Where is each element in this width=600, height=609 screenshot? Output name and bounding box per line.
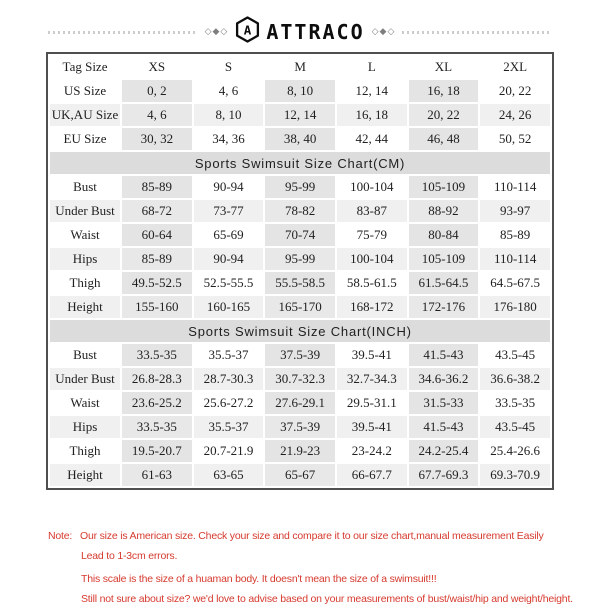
- size-value-cell: 64.5-67.5: [480, 272, 550, 294]
- row-label: Hips: [50, 248, 120, 270]
- size-value-cell: 34, 36: [194, 128, 264, 150]
- table-row: [50, 200, 550, 222]
- size-value-cell: 176-180: [480, 296, 550, 318]
- column-header: 2XL: [480, 56, 550, 78]
- size-value-cell: 90-94: [194, 248, 264, 270]
- size-value-cell: 8, 10: [265, 80, 335, 102]
- size-value-cell: 105-109: [409, 176, 479, 198]
- row-label: Height: [50, 464, 120, 486]
- size-value-cell: 90-94: [194, 176, 264, 198]
- section-header-row: [50, 152, 550, 174]
- row-label: Under Bust: [50, 200, 120, 222]
- column-header: L: [337, 56, 407, 78]
- row-label: Thigh: [50, 272, 120, 294]
- row-label: Waist: [50, 392, 120, 414]
- size-value-cell: 85-89: [122, 248, 192, 270]
- size-value-cell: 42, 44: [337, 128, 407, 150]
- size-value-cell: 55.5-58.5: [265, 272, 335, 294]
- table-row: [50, 344, 550, 366]
- size-value-cell: 52.5-55.5: [194, 272, 264, 294]
- note-line: [48, 526, 588, 546]
- table-row: [50, 416, 550, 438]
- table-row: [50, 368, 550, 390]
- size-value-cell: 20, 22: [480, 80, 550, 102]
- table-row: [50, 80, 550, 102]
- size-value-cell: 32.7-34.3: [337, 368, 407, 390]
- size-value-cell: 61.5-64.5: [409, 272, 479, 294]
- size-value-cell: 95-99: [265, 248, 335, 270]
- size-value-cell: 172-176: [409, 296, 479, 318]
- size-value-cell: 27.6-29.1: [265, 392, 335, 414]
- size-value-cell: 24.2-25.4: [409, 440, 479, 462]
- size-value-cell: 80-84: [409, 224, 479, 246]
- row-label: Waist: [50, 224, 120, 246]
- size-value-cell: 93-97: [480, 200, 550, 222]
- size-value-cell: 110-114: [480, 248, 550, 270]
- size-value-cell: 20, 22: [409, 104, 479, 126]
- brand-band: [0, 16, 600, 48]
- size-value-cell: 23.6-25.2: [122, 392, 192, 414]
- size-value-cell: 95-99: [265, 176, 335, 198]
- note-label: Note:: [48, 530, 73, 542]
- column-header: XL: [409, 56, 479, 78]
- size-value-cell: 65-67: [265, 464, 335, 486]
- size-value-cell: 4, 6: [194, 80, 264, 102]
- size-value-cell: 30, 32: [122, 128, 192, 150]
- row-label: UK,AU Size: [50, 104, 120, 126]
- size-value-cell: 31.5-33: [409, 392, 479, 414]
- size-value-cell: 30.7-32.3: [265, 368, 335, 390]
- size-value-cell: 33.5-35: [480, 392, 550, 414]
- size-chart-table: [46, 52, 554, 490]
- size-value-cell: 83-87: [337, 200, 407, 222]
- size-value-cell: 25.6-27.2: [194, 392, 264, 414]
- size-value-cell: 68-72: [122, 200, 192, 222]
- table-row: [50, 272, 550, 294]
- size-value-cell: 100-104: [337, 248, 407, 270]
- row-label: Hips: [50, 416, 120, 438]
- size-value-cell: 165-170: [265, 296, 335, 318]
- column-header: S: [194, 56, 264, 78]
- table-row: [50, 440, 550, 462]
- size-value-cell: 25.4-26.6: [480, 440, 550, 462]
- size-value-cell: 160-165: [194, 296, 264, 318]
- size-value-cell: 110-114: [480, 176, 550, 198]
- section-header-row: [50, 320, 550, 342]
- table-row: [50, 176, 550, 198]
- row-label: Thigh: [50, 440, 120, 462]
- size-value-cell: 24, 26: [480, 104, 550, 126]
- size-value-cell: 33.5-35: [122, 344, 192, 366]
- size-value-cell: 63-65: [194, 464, 264, 486]
- size-value-cell: 61-63: [122, 464, 192, 486]
- table-row: [50, 296, 550, 318]
- size-value-cell: 85-89: [480, 224, 550, 246]
- table-row: [50, 464, 550, 486]
- size-value-cell: 19.5-20.7: [122, 440, 192, 462]
- table-row: [50, 224, 550, 246]
- note-line: Still not sure about size? we'd love to advise based on your measurements of bust/waist/hip and weight/height.: [81, 593, 573, 605]
- svg-text:A: A: [244, 22, 252, 38]
- size-value-cell: 12, 14: [337, 80, 407, 102]
- size-value-cell: 49.5-52.5: [122, 272, 192, 294]
- size-value-cell: 75-79: [337, 224, 407, 246]
- section-title: Sports Swimsuit Size Chart(INCH): [50, 320, 550, 342]
- table-row: [50, 392, 550, 414]
- size-value-cell: 67.7-69.3: [409, 464, 479, 486]
- size-value-cell: 20.7-21.9: [194, 440, 264, 462]
- note-line: Lead to 1-3cm errors.: [81, 550, 178, 562]
- size-value-cell: 16, 18: [409, 80, 479, 102]
- size-value-cell: 41.5-43: [409, 416, 479, 438]
- ornament-line-left: [48, 31, 198, 34]
- diamond-ornament-left: ◇◆◇: [204, 26, 229, 37]
- table-row: [50, 104, 550, 126]
- size-value-cell: 4, 6: [122, 104, 192, 126]
- table-header-row: [50, 56, 550, 78]
- size-value-cell: 35.5-37: [194, 344, 264, 366]
- size-value-cell: 105-109: [409, 248, 479, 270]
- section-title: Sports Swimsuit Size Chart(CM): [50, 152, 550, 174]
- size-value-cell: 41.5-43: [409, 344, 479, 366]
- size-value-cell: 8, 10: [194, 104, 264, 126]
- note: [48, 526, 588, 609]
- brand-logo: [235, 16, 364, 48]
- size-chart-body: [50, 56, 550, 486]
- note-line: This scale is the size of a huaman body. It doesn't mean the size of a swimsuit!!!: [81, 573, 437, 585]
- size-value-cell: 69.3-70.9: [480, 464, 550, 486]
- row-label: US Size: [50, 80, 120, 102]
- size-value-cell: 85-89: [122, 176, 192, 198]
- column-header: XS: [122, 56, 192, 78]
- size-value-cell: 66-67.7: [337, 464, 407, 486]
- size-value-cell: 43.5-45: [480, 416, 550, 438]
- size-value-cell: 26.8-28.3: [122, 368, 192, 390]
- size-value-cell: 65-69: [194, 224, 264, 246]
- size-value-cell: 16, 18: [337, 104, 407, 126]
- size-value-cell: 60-64: [122, 224, 192, 246]
- size-value-cell: 34.6-36.2: [409, 368, 479, 390]
- size-value-cell: 37.5-39: [265, 416, 335, 438]
- table-row: [50, 248, 550, 270]
- size-value-cell: 33.5-35: [122, 416, 192, 438]
- hexagon-logo-icon: [235, 16, 260, 48]
- column-header: M: [265, 56, 335, 78]
- size-value-cell: 39.5-41: [337, 416, 407, 438]
- row-label: EU Size: [50, 128, 120, 150]
- size-value-cell: 155-160: [122, 296, 192, 318]
- size-value-cell: 78-82: [265, 200, 335, 222]
- brand-name: ATTRACO: [266, 20, 365, 44]
- row-label: Bust: [50, 344, 120, 366]
- row-label: Height: [50, 296, 120, 318]
- size-value-cell: 21.9-23: [265, 440, 335, 462]
- size-value-cell: 73-77: [194, 200, 264, 222]
- ornament-line-right: [402, 31, 552, 34]
- size-value-cell: 58.5-61.5: [337, 272, 407, 294]
- note-text: Our size is American size. Check your size and compare it to our size chart,manual measurement Easily: [80, 530, 544, 542]
- size-value-cell: 23-24.2: [337, 440, 407, 462]
- size-value-cell: 28.7-30.3: [194, 368, 264, 390]
- table-row: [50, 128, 550, 150]
- size-value-cell: 100-104: [337, 176, 407, 198]
- size-value-cell: 70-74: [265, 224, 335, 246]
- row-label: Bust: [50, 176, 120, 198]
- size-value-cell: 12, 14: [265, 104, 335, 126]
- row-label: Under Bust: [50, 368, 120, 390]
- size-value-cell: 37.5-39: [265, 344, 335, 366]
- size-value-cell: 0, 2: [122, 80, 192, 102]
- size-value-cell: 43.5-45: [480, 344, 550, 366]
- diamond-ornament-right: ◇◆◇: [371, 26, 396, 37]
- size-value-cell: 29.5-31.1: [337, 392, 407, 414]
- size-value-cell: 168-172: [337, 296, 407, 318]
- size-value-cell: 38, 40: [265, 128, 335, 150]
- size-value-cell: 39.5-41: [337, 344, 407, 366]
- column-header: Tag Size: [50, 56, 120, 78]
- size-value-cell: 46, 48: [409, 128, 479, 150]
- size-value-cell: 50, 52: [480, 128, 550, 150]
- size-value-cell: 35.5-37: [194, 416, 264, 438]
- size-value-cell: 36.6-38.2: [480, 368, 550, 390]
- size-value-cell: 88-92: [409, 200, 479, 222]
